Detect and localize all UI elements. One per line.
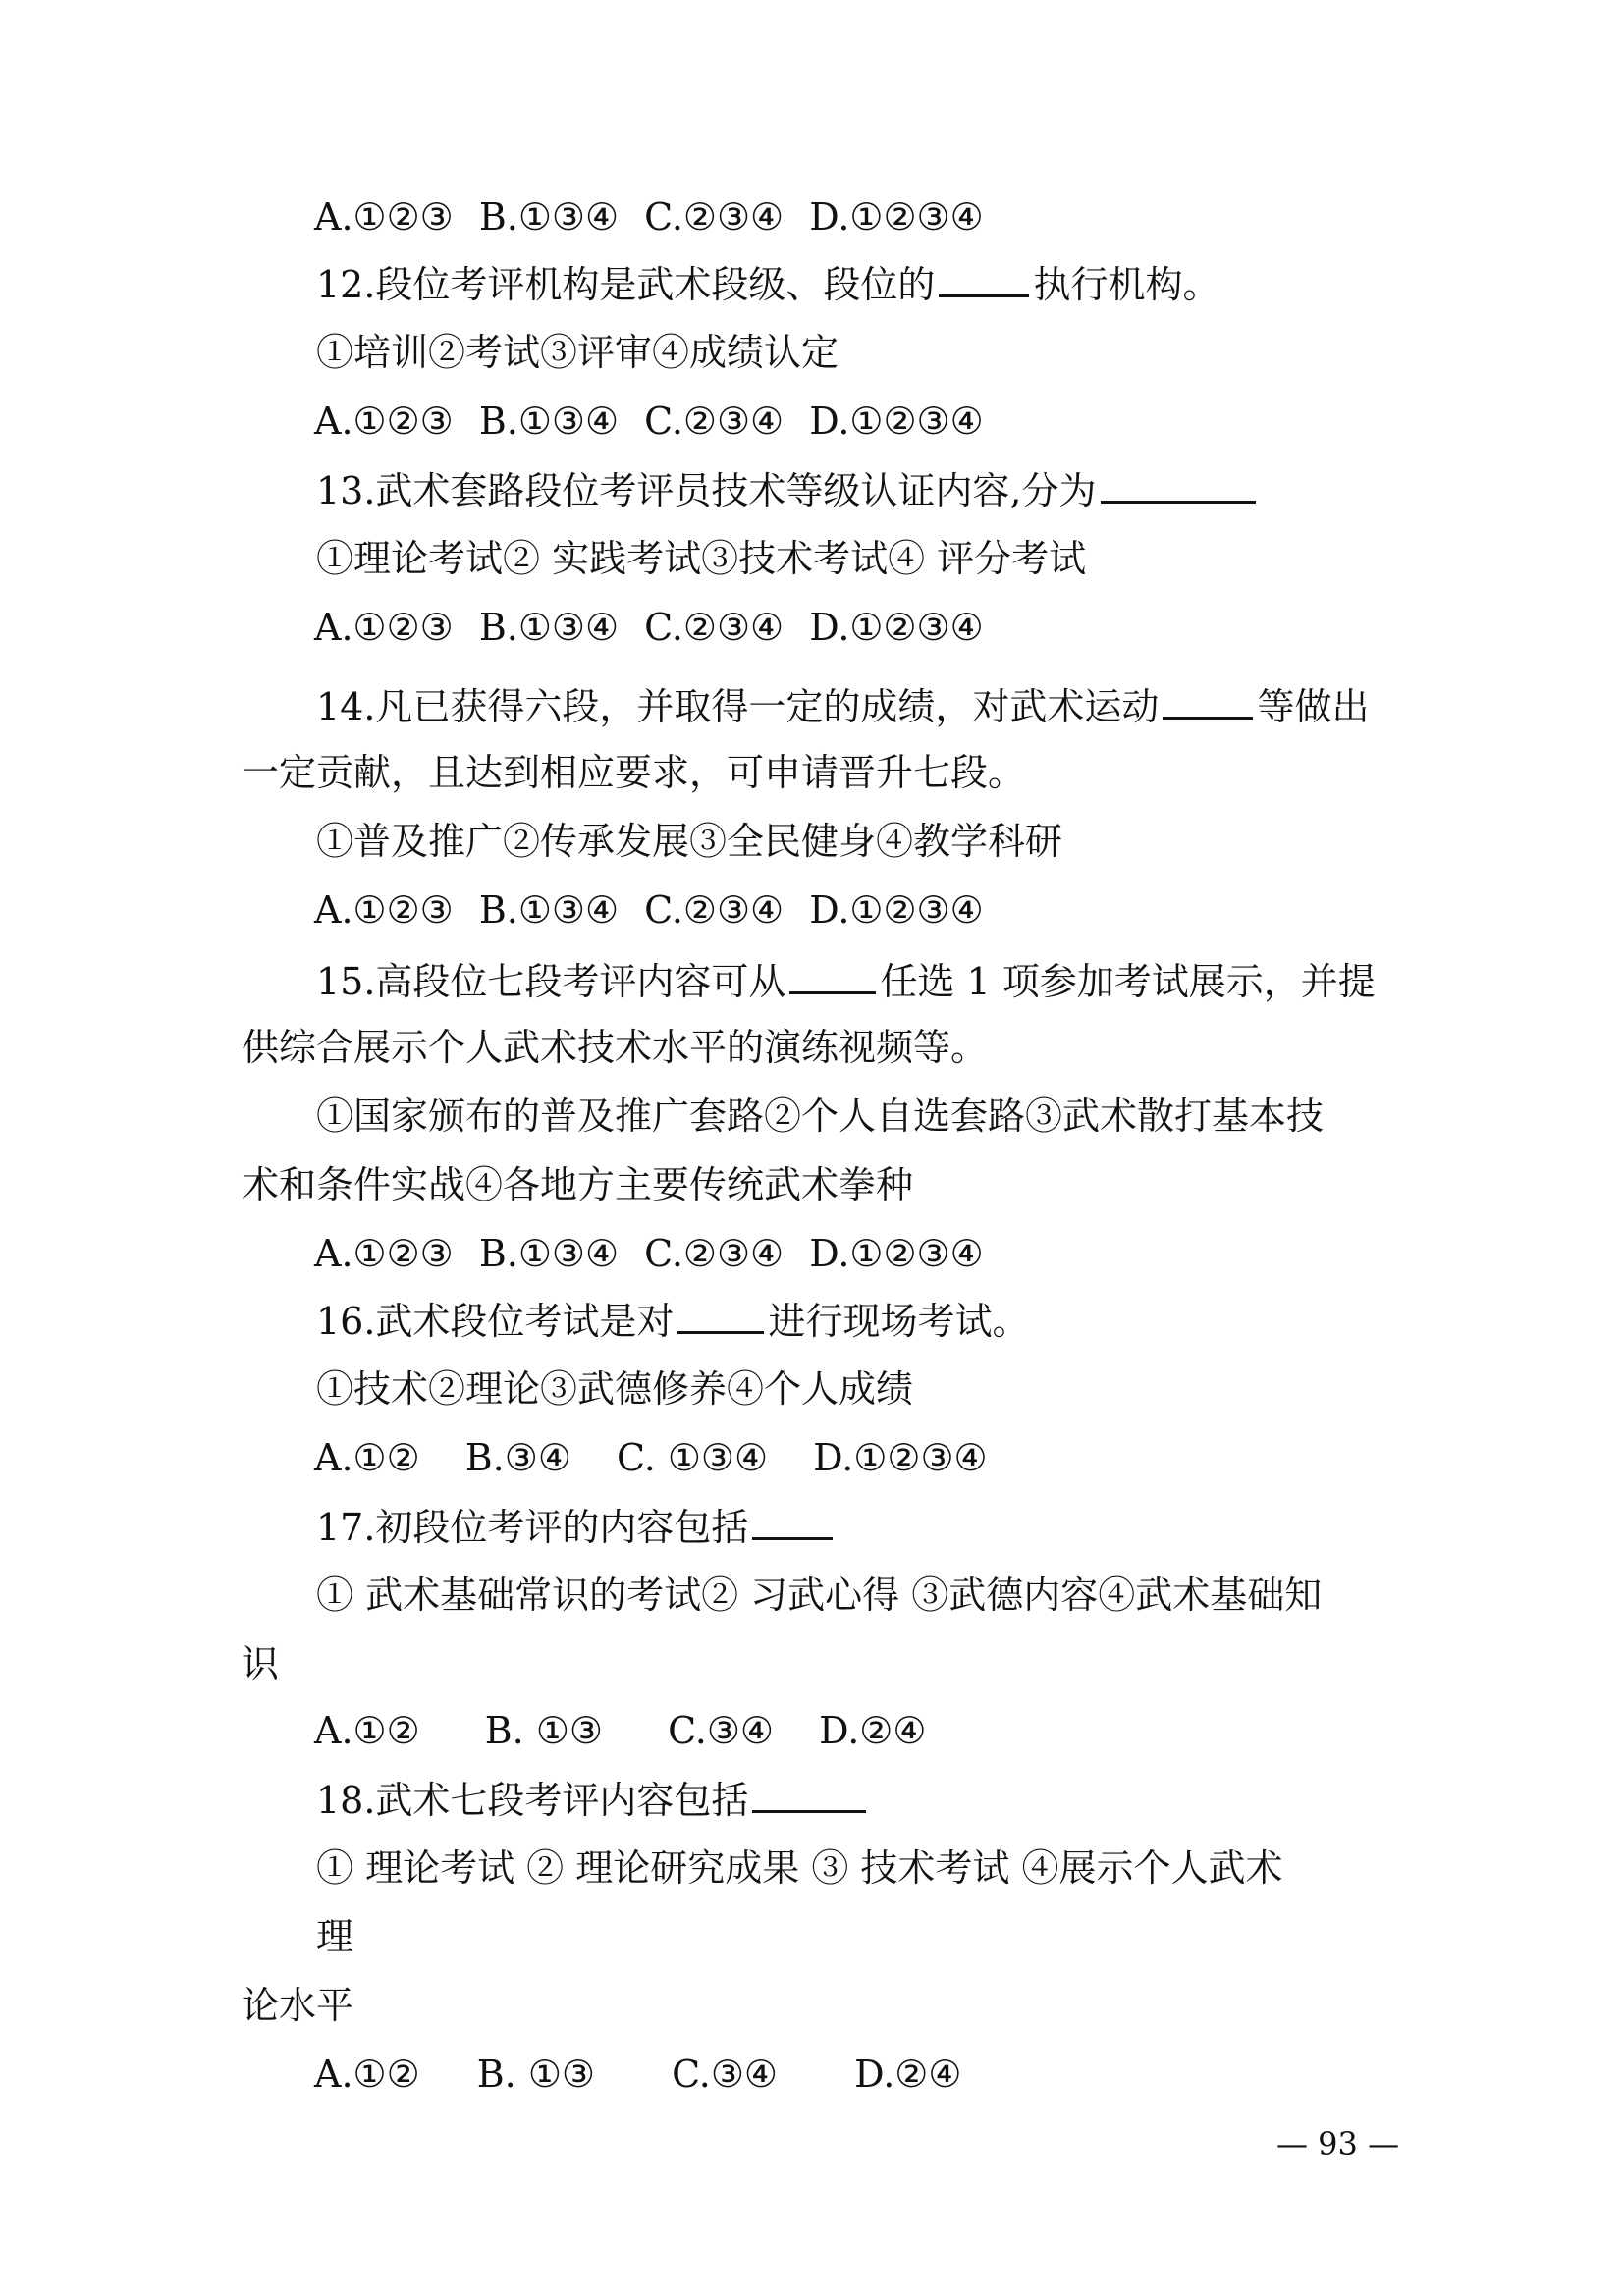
- option-c: C. ①③④: [616, 1436, 769, 1479]
- q17-options: [314, 1708, 940, 1753]
- option-d: D.①②③④: [809, 400, 984, 443]
- page-number: — 93 —: [1276, 2125, 1400, 2163]
- option-c: C.②③④: [644, 888, 785, 932]
- q11-options: [314, 194, 998, 240]
- option-a: A.①②③: [314, 400, 454, 443]
- option-a: A.①②③: [314, 195, 454, 239]
- q15-blank: [789, 958, 876, 994]
- option-d: D.①②③④: [809, 888, 984, 932]
- option-c: C.②③④: [644, 1232, 785, 1275]
- q15-choices-2: 术和条件实战④各地方主要传统武术拳种: [242, 1163, 914, 1206]
- q16-options: [314, 1435, 1001, 1480]
- q12-blank: [939, 261, 1029, 297]
- q14-blank: [1163, 683, 1253, 720]
- option-c: C.②③④: [644, 606, 785, 649]
- q14-stem-cont: 一定贡献，且达到相应要求，可申请晋升七段。: [242, 751, 1026, 794]
- q15-choices-1: ①国家颁布的普及推广套路②个人自选套路③武术散打基本技: [316, 1095, 1325, 1138]
- option-b: B. ①③: [484, 1709, 603, 1752]
- option-b: B.①③④: [478, 1232, 620, 1275]
- option-c: C.②③④: [644, 400, 785, 443]
- q18-choices-3: 论水平: [242, 1984, 354, 2027]
- q17-choices-1: ① 武术基础常识的考试② 习武心得 ③武德内容④武术基础知: [316, 1574, 1323, 1617]
- q16-stem: [316, 1298, 1029, 1344]
- option-d: D.①②③④: [809, 195, 984, 239]
- q18-options: [314, 2052, 975, 2097]
- q18-choices-2: 理: [316, 1915, 354, 1958]
- q15-stem-cont: 供综合展示个人武术技术水平的演练视频等。: [242, 1026, 989, 1069]
- option-b: B. ①③: [476, 2053, 595, 2096]
- option-d: D.②④: [819, 1709, 927, 1752]
- q15-options: [314, 1231, 998, 1276]
- q12-options: [314, 399, 998, 444]
- option-b: B.①③④: [478, 606, 620, 649]
- option-b: B.①③④: [478, 195, 620, 239]
- q16-text-b: 进行现场考试。: [768, 1300, 1030, 1343]
- q14-text-b: 等做出: [1257, 685, 1370, 728]
- q17-text-a: 17.初段位考评的内容包括: [316, 1506, 749, 1549]
- q18-blank: [752, 1777, 866, 1813]
- option-b: B.①③④: [478, 888, 620, 932]
- q17-choices-2: 识: [242, 1642, 280, 1685]
- option-a: A.①②: [314, 1709, 420, 1752]
- q16-choices: ①技术②理论③武德修养④个人成绩: [316, 1367, 914, 1411]
- option-c: C.③④: [668, 1709, 774, 1752]
- option-a: A.①②③: [314, 1232, 454, 1275]
- q13-stem: [316, 467, 1260, 513]
- option-a: A.①②: [314, 2053, 420, 2096]
- q16-blank: [677, 1298, 764, 1334]
- q14-stem: [316, 683, 1369, 729]
- q13-options: [314, 605, 998, 650]
- q14-text-a: 14.凡已获得六段，并取得一定的成绩，对武术运动: [316, 685, 1160, 728]
- option-b: B.①③④: [478, 400, 620, 443]
- q18-stem: [316, 1777, 870, 1823]
- option-c: C.③④: [672, 2053, 778, 2096]
- q18-text-a: 18.武术七段考评内容包括: [316, 1779, 749, 1822]
- q16-text-a: 16.武术段位考试是对: [316, 1300, 675, 1343]
- q18-choices-1: ① 理论考试 ② 理论研究成果 ③ 技术考试 ④展示个人武术: [316, 1846, 1283, 1890]
- q13-blank: [1101, 467, 1256, 504]
- q14-options: [314, 887, 998, 933]
- q13-text-a: 13.武术套路段位考评员技术等级认证内容,分为: [316, 469, 1097, 512]
- q14-choices: ①普及推广②传承发展③全民健身④教学科研: [316, 820, 1063, 863]
- q17-stem: [316, 1504, 837, 1550]
- q12-text-b: 执行机构。: [1033, 263, 1220, 306]
- q15-text-b: 任选 1 项参加考试展示，并提: [880, 960, 1376, 1003]
- option-b: B.③④: [464, 1436, 571, 1479]
- option-c: C.②③④: [644, 195, 785, 239]
- option-d: D.②④: [854, 2053, 962, 2096]
- q15-text-a: 15.高段位七段考评内容可从: [316, 960, 786, 1003]
- q12-stem: [316, 261, 1219, 307]
- option-d: D.①②③④: [809, 1232, 984, 1275]
- option-a: A.①②③: [314, 888, 454, 932]
- q12-text-a: 12.段位考评机构是武术段级、段位的: [316, 263, 936, 306]
- option-d: D.①②③④: [809, 606, 984, 649]
- q13-choices: ①理论考试② 实践考试③技术考试④ 评分考试: [316, 537, 1087, 580]
- q17-blank: [752, 1504, 833, 1540]
- q12-choices: ①培训②考试③评审④成绩认定: [316, 331, 839, 374]
- q15-stem: [316, 958, 1376, 1004]
- option-a: A.①②: [314, 1436, 420, 1479]
- option-d: D.①②③④: [813, 1436, 988, 1479]
- option-a: A.①②③: [314, 606, 454, 649]
